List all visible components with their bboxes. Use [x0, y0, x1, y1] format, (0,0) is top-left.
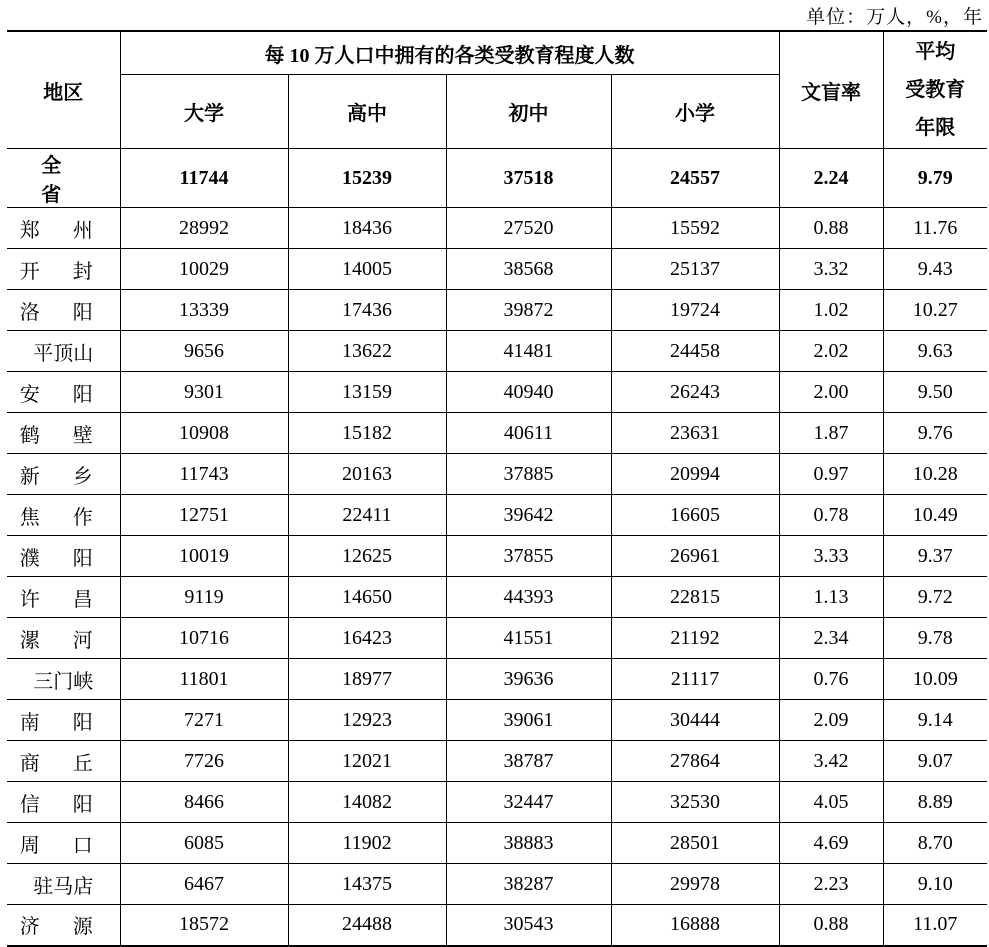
- cell-high-school: 16423: [288, 618, 446, 659]
- cell-university: 6467: [120, 864, 288, 905]
- cell-junior-middle: 40611: [446, 413, 611, 454]
- cell-junior-middle: 41551: [446, 618, 611, 659]
- cell-university: 11801: [120, 659, 288, 700]
- header-junior-middle: 初中: [446, 75, 611, 149]
- cell-junior-middle: 38568: [446, 249, 611, 290]
- cell-avg-years: 8.89: [883, 782, 987, 823]
- table-row: [7, 782, 987, 823]
- cell-high-school: 13159: [288, 372, 446, 413]
- cell-region: 新 乡: [7, 454, 120, 495]
- cell-region: 南 阳: [7, 700, 120, 741]
- cell-high-school: 14650: [288, 577, 446, 618]
- table-row: [7, 700, 987, 741]
- cell-primary: 32530: [611, 782, 779, 823]
- table-row: [7, 905, 987, 946]
- cell-primary: 16888: [611, 905, 779, 946]
- unit-note: 单位：万人，%，年: [806, 7, 983, 28]
- cell-junior-middle: 39636: [446, 659, 611, 700]
- header-group-title: 每 10 万人口中拥有的各类受教育程度人数: [120, 31, 779, 75]
- cell-avg-years: 11.76: [883, 208, 987, 249]
- cell-junior-middle: 38787: [446, 741, 611, 782]
- cell-avg-years: 9.37: [883, 536, 987, 577]
- table-row: [7, 741, 987, 782]
- table-row: [7, 495, 987, 536]
- cell-junior-middle: 27520: [446, 208, 611, 249]
- cell-region: 濮 阳: [7, 536, 120, 577]
- cell-university: 10019: [120, 536, 288, 577]
- table-row: [7, 577, 987, 618]
- cell-university: 18572: [120, 905, 288, 946]
- header-avg-years-line3: 年限: [915, 117, 956, 139]
- cell-high-school: 11902: [288, 823, 446, 864]
- table-row: [7, 864, 987, 905]
- cell-illiteracy: 1.02: [779, 290, 883, 331]
- cell-avg-years: 9.78: [883, 618, 987, 659]
- table-row: [7, 823, 987, 864]
- cell-region: 焦 作: [7, 495, 120, 536]
- cell-region: 鹤 壁: [7, 413, 120, 454]
- cell-avg-years: 10.27: [883, 290, 987, 331]
- cell-junior-middle: 40940: [446, 372, 611, 413]
- cell-region: 驻马店: [7, 864, 120, 905]
- cell-high-school: 15239: [288, 149, 446, 208]
- cell-high-school: 14375: [288, 864, 446, 905]
- cell-university: 10716: [120, 618, 288, 659]
- cell-high-school: 18977: [288, 659, 446, 700]
- cell-high-school: 15182: [288, 413, 446, 454]
- header-high-school: 高中: [288, 75, 446, 149]
- table-row: [7, 659, 987, 700]
- cell-illiteracy: 1.13: [779, 577, 883, 618]
- cell-illiteracy: 0.76: [779, 659, 883, 700]
- cell-avg-years: 9.14: [883, 700, 987, 741]
- cell-primary: 25137: [611, 249, 779, 290]
- cell-university: 11744: [120, 149, 288, 208]
- table-row: [7, 331, 987, 372]
- cell-illiteracy: 0.88: [779, 905, 883, 946]
- cell-primary: 24458: [611, 331, 779, 372]
- table-row: [7, 618, 987, 659]
- table-row: [7, 372, 987, 413]
- cell-university: 13339: [120, 290, 288, 331]
- cell-illiteracy: 0.97: [779, 454, 883, 495]
- cell-region: 许 昌: [7, 577, 120, 618]
- cell-high-school: 18436: [288, 208, 446, 249]
- cell-high-school: 13622: [288, 331, 446, 372]
- cell-illiteracy: 2.23: [779, 864, 883, 905]
- cell-university: 10908: [120, 413, 288, 454]
- cell-university: 7271: [120, 700, 288, 741]
- cell-junior-middle: 44393: [446, 577, 611, 618]
- total-row: [7, 149, 987, 208]
- cell-region: 安 阳: [7, 372, 120, 413]
- cell-junior-middle: 39061: [446, 700, 611, 741]
- cell-primary: 21117: [611, 659, 779, 700]
- header-illiteracy: 文盲率: [779, 31, 883, 149]
- cell-university: 8466: [120, 782, 288, 823]
- cell-region: 平顶山: [7, 331, 120, 372]
- cell-primary: 21192: [611, 618, 779, 659]
- cell-illiteracy: 2.34: [779, 618, 883, 659]
- cell-primary: 22815: [611, 577, 779, 618]
- header-region: 地区: [7, 31, 120, 149]
- cell-illiteracy: 3.33: [779, 536, 883, 577]
- cell-junior-middle: 41481: [446, 331, 611, 372]
- table-row: [7, 454, 987, 495]
- cell-illiteracy: 3.42: [779, 741, 883, 782]
- cell-avg-years: 9.63: [883, 331, 987, 372]
- table-row: [7, 208, 987, 249]
- cell-primary: 16605: [611, 495, 779, 536]
- cell-junior-middle: 39872: [446, 290, 611, 331]
- cell-university: 11743: [120, 454, 288, 495]
- cell-junior-middle: 39642: [446, 495, 611, 536]
- cell-illiteracy: 0.88: [779, 208, 883, 249]
- cell-high-school: 17436: [288, 290, 446, 331]
- cell-university: 9656: [120, 331, 288, 372]
- cell-high-school: 12021: [288, 741, 446, 782]
- cell-avg-years: 9.76: [883, 413, 987, 454]
- table-body: [7, 149, 987, 946]
- cell-primary: 20994: [611, 454, 779, 495]
- cell-university: 7726: [120, 741, 288, 782]
- cell-high-school: 22411: [288, 495, 446, 536]
- cell-junior-middle: 32447: [446, 782, 611, 823]
- cell-avg-years: 8.70: [883, 823, 987, 864]
- cell-university: 9119: [120, 577, 288, 618]
- cell-illiteracy: 3.32: [779, 249, 883, 290]
- cell-junior-middle: 38883: [446, 823, 611, 864]
- education-table: [7, 30, 987, 947]
- cell-primary: 29978: [611, 864, 779, 905]
- cell-region: 郑 州: [7, 208, 120, 249]
- cell-university: 28992: [120, 208, 288, 249]
- cell-junior-middle: 37855: [446, 536, 611, 577]
- table-row: [7, 536, 987, 577]
- header-avg-years-line1: 平均: [915, 41, 956, 63]
- cell-high-school: 14005: [288, 249, 446, 290]
- cell-primary: 15592: [611, 208, 779, 249]
- cell-region: 周 口: [7, 823, 120, 864]
- cell-avg-years: 10.09: [883, 659, 987, 700]
- cell-region: 三门峡: [7, 659, 120, 700]
- cell-region: 全 省: [7, 149, 120, 208]
- cell-avg-years: 9.07: [883, 741, 987, 782]
- cell-high-school: 12923: [288, 700, 446, 741]
- cell-region: 洛 阳: [7, 290, 120, 331]
- cell-primary: 26961: [611, 536, 779, 577]
- cell-avg-years: 9.10: [883, 864, 987, 905]
- cell-illiteracy: 1.87: [779, 413, 883, 454]
- cell-university: 12751: [120, 495, 288, 536]
- cell-high-school: 24488: [288, 905, 446, 946]
- header-university: 大学: [120, 75, 288, 149]
- cell-region: 信 阳: [7, 782, 120, 823]
- cell-junior-middle: 37885: [446, 454, 611, 495]
- cell-avg-years: 9.43: [883, 249, 987, 290]
- cell-avg-years: 9.79: [883, 149, 987, 208]
- cell-primary: 19724: [611, 290, 779, 331]
- cell-university: 6085: [120, 823, 288, 864]
- cell-primary: 27864: [611, 741, 779, 782]
- cell-avg-years: 10.49: [883, 495, 987, 536]
- cell-primary: 26243: [611, 372, 779, 413]
- cell-high-school: 20163: [288, 454, 446, 495]
- header-avg-years-line2: 受教育: [905, 79, 966, 101]
- cell-primary: 23631: [611, 413, 779, 454]
- cell-illiteracy: 0.78: [779, 495, 883, 536]
- cell-avg-years: 11.07: [883, 905, 987, 946]
- header-primary: 小学: [611, 75, 779, 149]
- cell-avg-years: 9.72: [883, 577, 987, 618]
- cell-illiteracy: 4.05: [779, 782, 883, 823]
- cell-avg-years: 9.50: [883, 372, 987, 413]
- cell-illiteracy: 2.09: [779, 700, 883, 741]
- cell-illiteracy: 4.69: [779, 823, 883, 864]
- cell-region: 开 封: [7, 249, 120, 290]
- cell-illiteracy: 2.00: [779, 372, 883, 413]
- cell-primary: 30444: [611, 700, 779, 741]
- cell-junior-middle: 38287: [446, 864, 611, 905]
- header-avg-years: [883, 31, 987, 149]
- cell-avg-years: 10.28: [883, 454, 987, 495]
- table-header: [7, 31, 987, 149]
- cell-high-school: 14082: [288, 782, 446, 823]
- cell-illiteracy: 2.24: [779, 149, 883, 208]
- cell-primary: 28501: [611, 823, 779, 864]
- cell-primary: 24557: [611, 149, 779, 208]
- cell-region: 商 丘: [7, 741, 120, 782]
- table-row: [7, 413, 987, 454]
- cell-junior-middle: 37518: [446, 149, 611, 208]
- cell-illiteracy: 2.02: [779, 331, 883, 372]
- cell-region: 漯 河: [7, 618, 120, 659]
- cell-region: 济 源: [7, 905, 120, 946]
- table-row: [7, 290, 987, 331]
- cell-university: 10029: [120, 249, 288, 290]
- cell-university: 9301: [120, 372, 288, 413]
- cell-junior-middle: 30543: [446, 905, 611, 946]
- table-row: [7, 249, 987, 290]
- cell-high-school: 12625: [288, 536, 446, 577]
